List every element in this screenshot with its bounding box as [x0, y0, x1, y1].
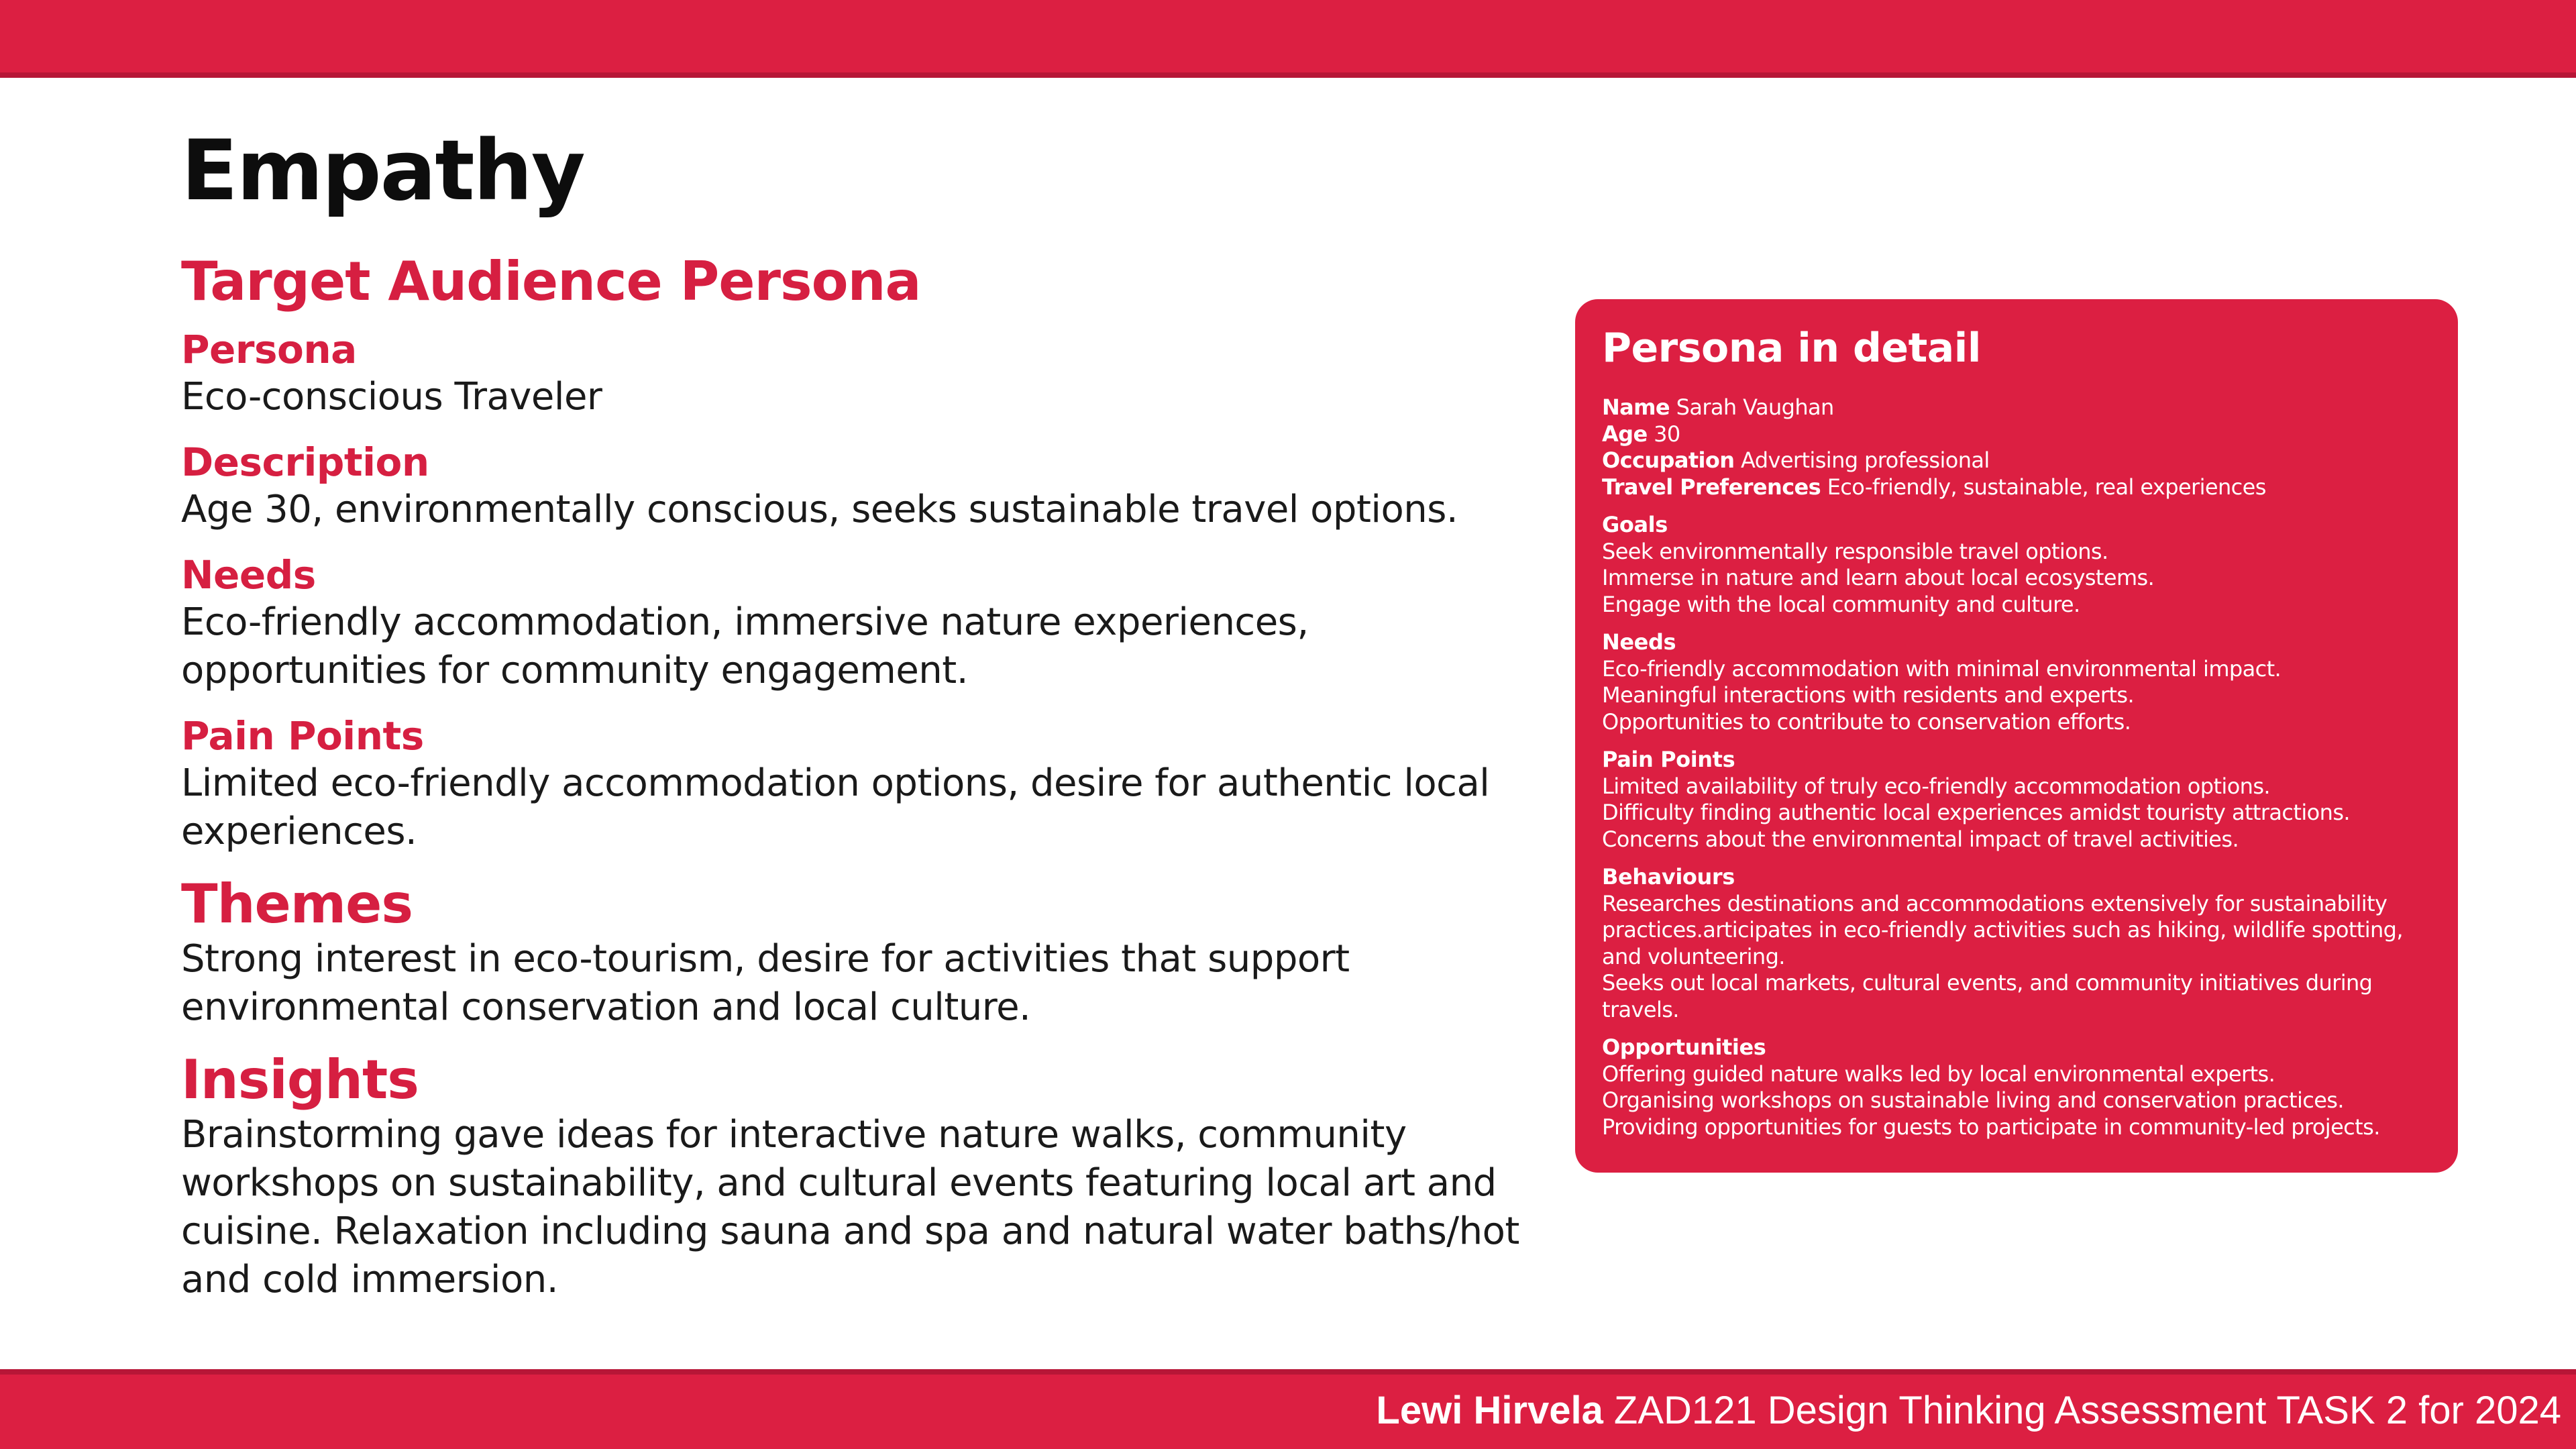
list-item: Organising workshops on sustainable living and conservation practices. [1602, 1087, 2344, 1113]
list-item: Concerns about the environmental impact of travel activities. [1602, 826, 2239, 852]
name-row [1602, 394, 2431, 421]
section-title: Target Audience Persona [181, 250, 921, 313]
opportunities-block [1602, 1034, 2431, 1140]
list-item: Providing opportunities for guests to participate in community-led projects. [1602, 1114, 2380, 1140]
persona-summary [181, 248, 1536, 1304]
occupation-row [1602, 447, 2431, 474]
travel-preferences-label: Travel Preferences [1602, 474, 1821, 500]
insights-value: Brainstorming gave ideas for interactive nature walks, community workshops on sustainability, and cultural events featuring local art and cuisine. Relaxation including sauna and spa and natural water baths/hot and cold immersion. [181, 1113, 1519, 1301]
bottom-banner-edge [0, 1369, 2576, 1375]
opportunities-label: Opportunities [1602, 1034, 1766, 1060]
occupation-label: Occupation [1602, 447, 1735, 473]
description-label: Description [181, 439, 429, 485]
list-item: Seek environmentally responsible travel options. [1602, 538, 2108, 564]
needs-label: Needs [181, 552, 316, 598]
list-item: Researches destinations and accommodations extensively for sustainability practices.articipates in eco-friendly activities such as hiking, wildlife spotting, and volunteering. [1602, 890, 2403, 969]
list-item: Opportunities to contribute to conservation efforts. [1602, 708, 2131, 735]
needs-block [1602, 629, 2431, 735]
page-title: Empathy [181, 123, 584, 219]
pain-points-value: Limited eco-friendly accommodation options, desire for authentic local experiences. [181, 761, 1490, 853]
persona-label: Persona [181, 327, 357, 372]
travel-preferences-row [1602, 474, 2431, 501]
age-value: 30 [1654, 421, 1680, 447]
top-banner [0, 0, 2576, 78]
name-value: Sarah Vaughan [1676, 394, 1834, 420]
name-label: Name [1602, 394, 1670, 420]
course-title: ZAD121 Design Thinking Assessment TASK 2 for 2024 [1613, 1388, 2561, 1432]
age-row [1602, 421, 2431, 448]
occupation-value: Advertising professional [1741, 447, 1990, 473]
persona-detail-card [1575, 299, 2458, 1173]
behaviours-block [1602, 864, 2431, 1023]
goals-label: Goals [1602, 512, 1668, 537]
age-label: Age [1602, 421, 1648, 447]
card-title: Persona in detail [1602, 325, 1981, 372]
list-item: Difficulty finding authentic local experiences amidst touristy attractions. [1602, 800, 2350, 825]
behaviours-label: Behaviours [1602, 864, 1735, 890]
travel-preferences-value: Eco-friendly, sustainable, real experiences [1827, 474, 2266, 500]
pain-points-label: Pain Points [1602, 747, 1735, 772]
themes-heading: Themes [181, 873, 413, 935]
footer-credit [1376, 1383, 2561, 1437]
list-item: Immerse in nature and learn about local ecosystems. [1602, 565, 2155, 590]
pain-points-block [1602, 747, 2431, 853]
needs-label: Needs [1602, 629, 1676, 655]
goals-block [1602, 512, 2431, 618]
list-item: Meaningful interactions with residents and experts. [1602, 682, 2135, 708]
persona-value: Eco-conscious Traveler [181, 375, 602, 419]
description-value: Age 30, environmentally conscious, seeks sustainable travel options. [181, 488, 1458, 531]
insights-heading: Insights [181, 1049, 419, 1111]
top-banner-edge [0, 72, 2576, 78]
list-item: Offering guided nature walks led by local environmental experts. [1602, 1061, 2275, 1087]
list-item: Seeks out local markets, cultural events, and community initiatives during travels. [1602, 970, 2373, 1022]
list-item: Engage with the local community and culture. [1602, 591, 2080, 617]
author-name: Lewi Hirvela [1376, 1388, 1603, 1432]
pain-points-label: Pain Points [181, 713, 424, 759]
list-item: Eco-friendly accommodation with minimal environmental impact. [1602, 655, 2282, 682]
themes-value: Strong interest in eco-tourism, desire for activities that support environmental conservation and local culture. [181, 937, 1350, 1029]
list-item: Limited availability of truly eco-friendly accommodation options. [1602, 773, 2271, 799]
needs-value: Eco-friendly accommodation, immersive nature experiences, opportunities for community engagement. [181, 600, 1309, 692]
